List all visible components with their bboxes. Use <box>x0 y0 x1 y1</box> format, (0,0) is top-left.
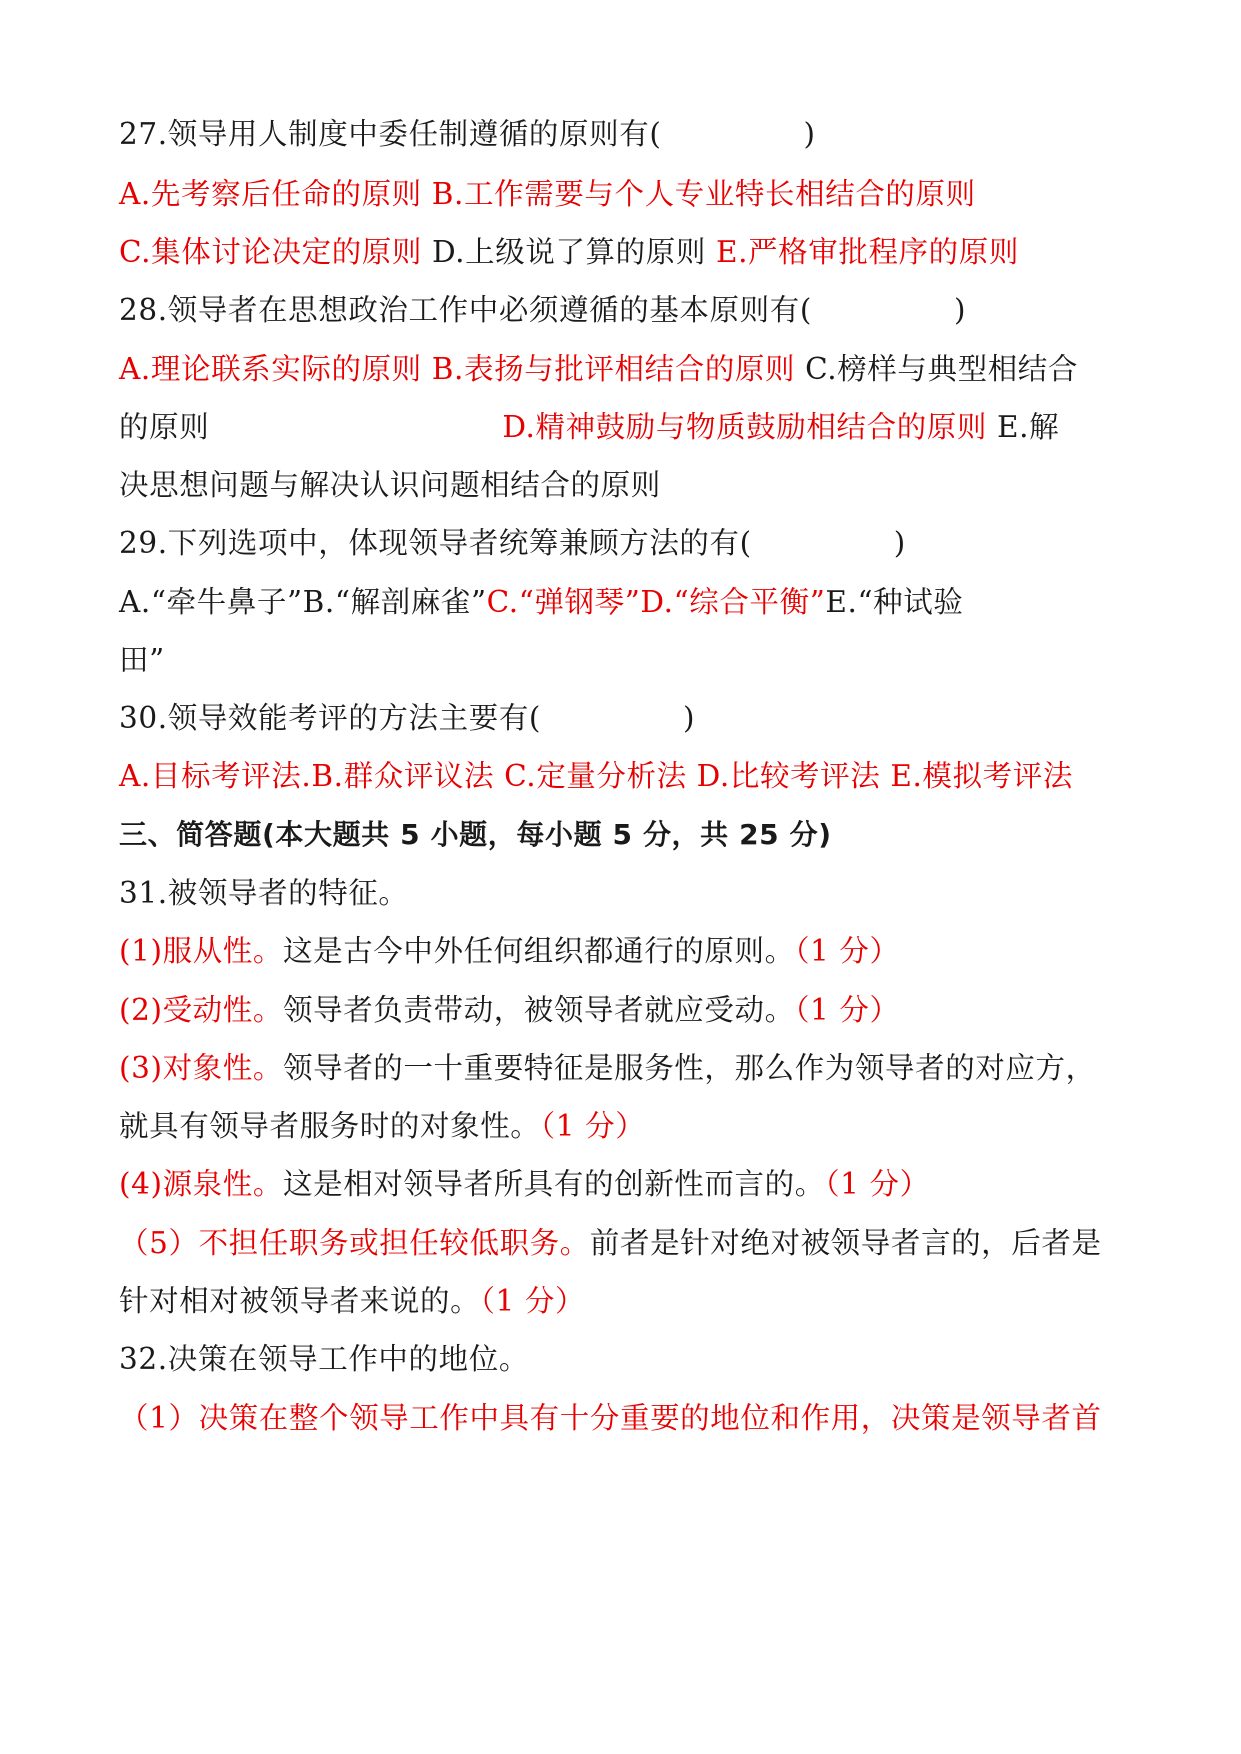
q31-point-5: （5）不担任职务或担任较低职务。前者是针对绝对被领导者言的，后者是 <box>119 1226 1102 1260</box>
q31-point-2: (2)受动性。领导者负责带动，被领导者就应受动。（1 分） <box>119 993 900 1027</box>
q28-answer-line-3: 决思想问题与解决认识问题相结合的原则 <box>119 468 661 502</box>
q31-stem: 31.被领导者的特征。 <box>119 876 409 910</box>
q30-answer-line-1: A.目标考评法.B.群众评议法 C.定量分析法 D.比较考评法 E.模拟考评法 <box>119 759 1073 793</box>
q29-answer-line-2: 田” <box>119 643 165 677</box>
q31-point-5-cont: 针对相对被领导者来说的。（1 分） <box>119 1284 586 1318</box>
q29-stem: 29.下列选项中，体现领导者统筹兼顾方法的有( ) <box>119 526 906 560</box>
section-heading: 三、简答题(本大题共 5 小题，每小题 5 分，共 25 分) <box>119 818 832 851</box>
q32-point-1: （1）决策在整个领导工作中具有十分重要的地位和作用，决策是领导者首 <box>119 1401 1102 1435</box>
q27-stem: 27.领导用人制度中委任制遵循的原则有( ) <box>119 117 816 151</box>
q31-point-1: (1)服从性。这是古今中外任何组织都通行的原则。（1 分） <box>119 934 900 968</box>
q28-answer-line-1: A.理论联系实际的原则 B.表扬与批评相结合的原则 C.榜样与典型相结合 <box>119 352 1078 386</box>
q28-stem: 28.领导者在思想政治工作中必须遵循的基本原则有( ) <box>119 293 967 327</box>
q29-answer-line-1: A.“牵牛鼻子”B.“解剖麻雀”C.“弹钢琴”D.“综合平衡”E.“种试验 <box>119 585 964 619</box>
q27-answer-line-2: C.集体讨论决定的原则 D.上级说了算的原则 E.严格审批程序的原则 <box>119 235 1019 269</box>
q31-point-3-cont: 就具有领导者服务时的对象性。（1 分） <box>119 1109 646 1143</box>
q27-answer-line-1: A.先考察后任命的原则 B.工作需要与个人专业特长相结合的原则 <box>119 177 976 211</box>
q31-point-3: (3)对象性。领导者的一十重要特征是服务性，那么作为领导者的对应方， <box>119 1051 1096 1085</box>
q30-stem: 30.领导效能考评的方法主要有( ) <box>119 701 696 735</box>
q31-point-4: (4)源泉性。这是相对领导者所具有的创新性而言的。（1 分） <box>119 1167 930 1201</box>
q32-stem: 32.决策在领导工作中的地位。 <box>119 1342 529 1376</box>
q28-answer-line-2: 的原则 D.精神鼓励与物质鼓励相结合的原则 E.解 <box>119 410 1060 444</box>
